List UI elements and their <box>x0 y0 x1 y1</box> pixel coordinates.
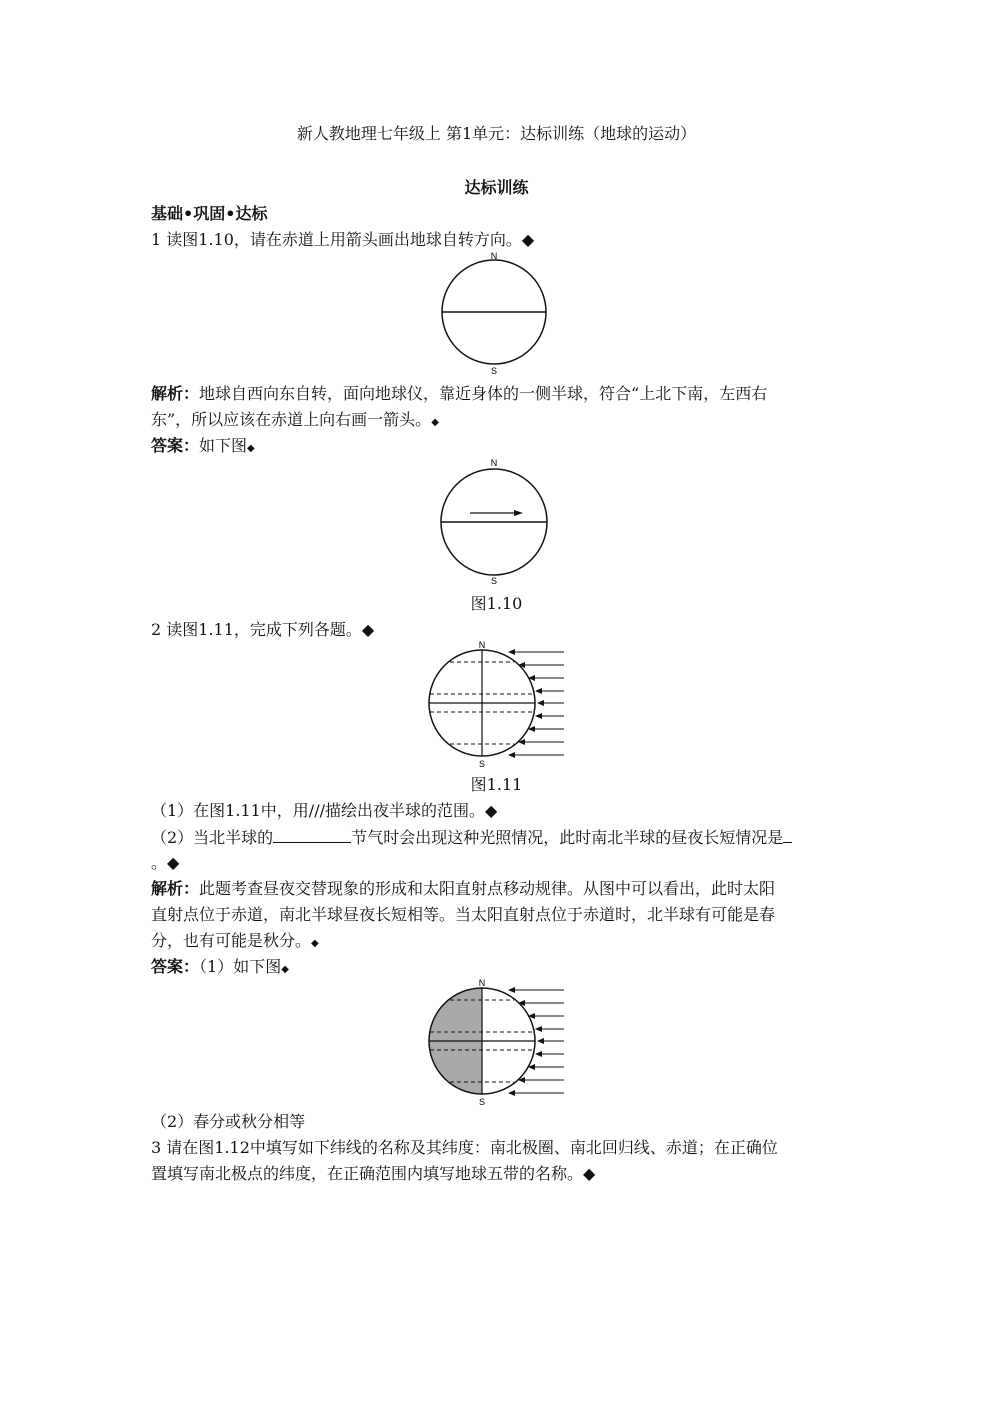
q2-answer-text: （1）如下图 <box>199 957 282 976</box>
fill-in-blank-1[interactable] <box>273 826 351 843</box>
north-label: N <box>478 978 486 988</box>
south-label: S <box>478 1097 486 1107</box>
rotation-arrow-head <box>514 510 523 516</box>
figure-1-10-answer <box>437 456 557 586</box>
answer-label: 答案： <box>151 436 200 455</box>
figure-1-10-blank <box>437 249 557 379</box>
question-2-stem: 2 读图1.11，完成下列各题。◆ <box>151 620 375 639</box>
q1-analysis-line-2 <box>151 409 439 434</box>
q2-sub-2-text-a: （2）当北半球的 <box>151 828 274 847</box>
q2-sub-2-end: 。◆ <box>151 853 180 872</box>
q1-analysis-text-2: 东”，所以应该在赤道上向右画一箭头。 <box>151 410 432 429</box>
north-label: N <box>478 640 486 650</box>
q2-sub-1: （1）在图1.11中，用///描绘出夜半球的范围。◆ <box>151 801 498 820</box>
q1-answer-text: 如下图 <box>199 436 248 455</box>
south-label: S <box>490 576 498 586</box>
question-3-line-2: 置填写南北极点的纬度，在正确范围内填写地球五带的名称。◆ <box>151 1164 596 1183</box>
fill-in-blank-2[interactable] <box>783 826 792 843</box>
answer-label: 答案： <box>151 957 200 976</box>
south-label: S <box>478 759 486 769</box>
analysis-label: 解析： <box>151 384 200 403</box>
subsection-heading: 基础•巩固•达标 <box>151 204 268 223</box>
q2-analysis-text-3: 分，也有可能是秋分。 <box>151 931 312 950</box>
q2-analysis-line-2: 直射点位于赤道，南北半球昼夜长短相等。当太阳直射点位于赤道时，北半球有可能是春 <box>151 905 776 924</box>
document-title: 新人教地理七年级上 第1单元：达标训练（地球的运动） <box>296 124 697 143</box>
question-3-line-1: 3 请在图1.12中填写如下纬线的名称及其纬度：南北极圈、南北回归线、赤道；在正确位 <box>151 1138 778 1157</box>
small-diamond: ◆ <box>281 964 289 975</box>
q2-answer-2: （2）春分或秋分相等 <box>151 1112 306 1131</box>
q2-analysis-line-1 <box>151 878 775 900</box>
small-diamond: ◆ <box>311 938 319 949</box>
figure-1-11 <box>420 636 570 770</box>
figure-1-11-caption: 图1.11 <box>470 775 523 794</box>
q2-sub-2 <box>151 826 792 849</box>
section-heading: 达标训练 <box>464 178 529 197</box>
small-diamond: ◆ <box>431 417 439 428</box>
q1-analysis-line-1 <box>151 383 767 405</box>
q1-analysis-text-1: 地球自西向东自转，面向地球仪，靠近身体的一侧半球，符合“上北下南，左西右 <box>199 384 768 403</box>
small-diamond: ◆ <box>247 443 255 454</box>
q2-analysis-line-3 <box>151 930 319 955</box>
figure-1-11-answer <box>420 974 570 1108</box>
question-1-stem: 1 读图1.10，请在赤道上用箭头画出地球自转方向。◆ <box>151 230 535 249</box>
q2-sub-2-text-b: 节气时会出现这种光照情况，此时南北半球的昼夜长短情况是 <box>351 828 784 847</box>
north-label: N <box>490 458 498 468</box>
q1-answer-line <box>151 435 255 460</box>
north-label: N <box>490 251 498 261</box>
analysis-label: 解析： <box>151 879 200 898</box>
q2-answer-line <box>151 956 289 981</box>
figure-1-10-caption: 图1.10 <box>470 594 523 613</box>
q2-analysis-text-1: 此题考查昼夜交替现象的形成和太阳直射点移动规律。从图中可以看出，此时太阳 <box>199 879 776 898</box>
south-label: S <box>490 366 498 376</box>
